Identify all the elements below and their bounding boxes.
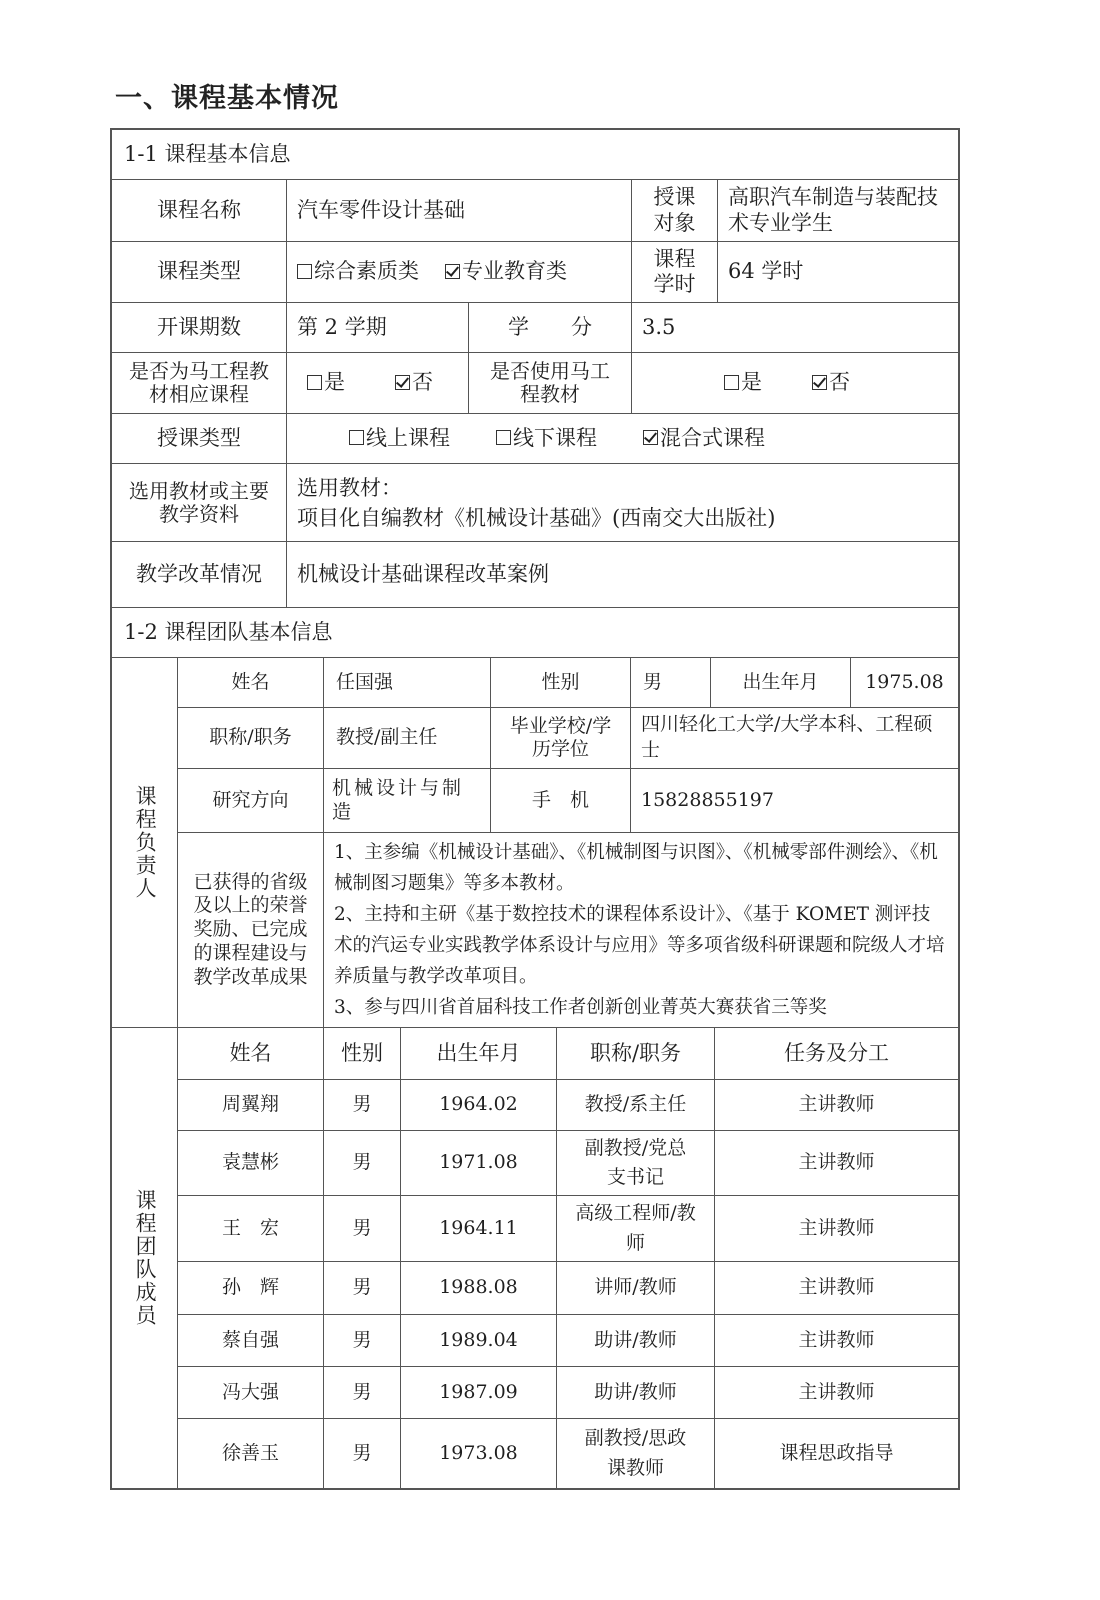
checkbox-checked-icon — [395, 375, 410, 390]
target-value: 高职汽车制造与装配技术专业学生 — [728, 185, 938, 235]
term-value: 第 2 学期 — [287, 303, 469, 352]
leader-title-row — [178, 708, 958, 769]
credit-label: 学 分 — [469, 303, 632, 352]
members-block — [112, 1028, 958, 1488]
team-info-heading: 1-2 课程团队基本信息 — [124, 619, 333, 644]
member-gender: 男 — [324, 1196, 401, 1261]
member-name: 袁慧彬 — [178, 1131, 324, 1195]
course-name-row — [112, 180, 958, 242]
leader-research: 机械设计与制造 — [324, 769, 491, 832]
textbook-line-2: 项目化自编教材《机械设计基础》(西南交大出版社) — [297, 505, 776, 530]
checkbox-checked-icon — [445, 264, 460, 279]
course-info-form — [110, 128, 960, 1490]
reform-row — [112, 542, 958, 608]
leader-phone: 15828855197 — [641, 788, 774, 811]
member-task: 主讲教师 — [798, 1216, 875, 1239]
ma-use-label: 是否使用马工程教材 — [469, 353, 632, 413]
textbook-row — [112, 464, 958, 542]
member-task: 主讲教师 — [798, 1151, 875, 1174]
checkbox-checked-icon — [812, 375, 827, 390]
checkbox-empty-icon — [724, 375, 739, 390]
option-comprehensive[interactable]: 综合素质类 — [297, 259, 419, 284]
member-name: 王 宏 — [178, 1196, 324, 1261]
ma-engineering-row — [112, 353, 958, 414]
checkbox-empty-icon — [307, 375, 322, 390]
section-title: 一、课程基本情况 — [115, 83, 339, 114]
member-birth: 1973.08 — [401, 1419, 557, 1488]
member-title: 讲师/教师 — [557, 1262, 715, 1314]
course-type-options — [287, 242, 632, 302]
member-task: 主讲教师 — [798, 1328, 875, 1351]
leader-gender-label: 性别 — [491, 658, 631, 707]
teach-type-row — [112, 414, 958, 464]
basic-info-heading: 1-1 课程基本信息 — [124, 141, 291, 166]
ma-use-options — [632, 353, 958, 413]
leader-name: 任国强 — [324, 658, 491, 707]
leader-name-row — [178, 658, 958, 708]
member-row — [178, 1131, 958, 1196]
option-offline[interactable]: 线下课程 — [496, 426, 597, 451]
member-row — [178, 1367, 958, 1419]
option-professional[interactable]: 专业教育类 — [445, 259, 567, 284]
member-row — [178, 1315, 958, 1367]
course-type-row — [112, 242, 958, 303]
hours-value: 64 学时 — [728, 259, 804, 284]
leader-research-row — [178, 769, 958, 833]
textbook-line-1: 选用教材： — [297, 475, 402, 500]
target-label: 授课对象 — [632, 180, 718, 241]
member-gender: 男 — [324, 1262, 401, 1314]
term-label: 开课期数 — [112, 303, 287, 352]
member-row — [178, 1262, 958, 1315]
hours-label: 课程学时 — [632, 242, 718, 302]
textbook-value — [287, 464, 958, 541]
header-birth: 出生年月 — [401, 1028, 557, 1079]
member-task: 课程思政指导 — [779, 1441, 894, 1464]
member-name: 周翼翔 — [178, 1080, 324, 1130]
checkbox-empty-icon — [297, 264, 312, 279]
member-gender: 男 — [324, 1080, 401, 1130]
honor-item: 2、主持和主研《基于数控技术的课程体系设计》、《基于 KOMET 测评技术的汽运专业实践教学体系设计与应用》等多项省级科研课题和院级人才培养质量与教学改革项目。 — [334, 904, 945, 987]
member-name: 孙 辉 — [178, 1262, 324, 1314]
member-task: 主讲教师 — [798, 1276, 875, 1299]
textbook-label: 选用教材或主要教学资料 — [112, 464, 287, 541]
honor-item: 3、参与四川省首届科技工作者创新创业菁英大赛获省三等奖 — [334, 997, 827, 1018]
reform-value: 机械设计基础课程改革案例 — [297, 561, 549, 586]
checkbox-checked-icon — [643, 430, 658, 445]
member-task: 主讲教师 — [798, 1380, 875, 1403]
member-title: 高级工程师/教师 — [557, 1196, 715, 1261]
header-gender: 性别 — [324, 1028, 401, 1079]
leader-birth: 1975.08 — [865, 670, 944, 693]
member-name: 徐善玉 — [178, 1419, 324, 1488]
leader-block — [112, 658, 958, 1028]
teach-type-options — [287, 414, 958, 463]
members-section-label: 课程团队成员 — [112, 1028, 178, 1488]
leader-honors-row — [178, 833, 958, 1027]
member-row — [178, 1196, 958, 1262]
header-task: 任务及分工 — [784, 1041, 889, 1066]
leader-section-label: 课程负责人 — [112, 658, 178, 1027]
reform-label: 教学改革情况 — [112, 542, 287, 607]
member-birth: 1964.11 — [401, 1196, 557, 1261]
member-gender: 男 — [324, 1315, 401, 1366]
member-name: 冯大强 — [178, 1367, 324, 1418]
member-name: 蔡自强 — [178, 1315, 324, 1366]
member-title: 助讲/教师 — [557, 1315, 715, 1366]
member-birth: 1964.02 — [401, 1080, 557, 1130]
course-name-value: 汽车零件设计基础 — [287, 180, 632, 241]
member-birth: 1971.08 — [401, 1131, 557, 1195]
member-birth: 1988.08 — [401, 1262, 557, 1314]
option-ma-course-yes[interactable]: 是 — [307, 370, 345, 395]
members-header-row — [178, 1028, 958, 1080]
leader-honors-label: 已获得的省级及以上的荣誉奖励、已完成的课程建设与教学改革成果 — [178, 833, 324, 1027]
leader-name-label: 姓名 — [178, 658, 324, 707]
honor-item: 1、主参编《机械设计基础》、《机械制图与识图》、《机械零部件测绘》、《机械制图习题集》等多本教材。 — [334, 842, 938, 894]
member-title: 副教授/党总支书记 — [557, 1131, 715, 1195]
course-type-label: 课程类型 — [112, 242, 287, 302]
leader-honors — [324, 833, 958, 1027]
leader-school-label: 毕业学校/学历学位 — [491, 708, 631, 768]
option-online[interactable]: 线上课程 — [349, 426, 450, 451]
checkbox-empty-icon — [349, 430, 364, 445]
members-table — [178, 1028, 958, 1488]
leader-details — [178, 658, 958, 1027]
member-gender: 男 — [324, 1419, 401, 1488]
member-title: 教授/系主任 — [557, 1080, 715, 1130]
leader-birth-label: 出生年月 — [711, 658, 851, 707]
member-title: 助讲/教师 — [557, 1367, 715, 1418]
leader-title: 教授/副主任 — [324, 708, 491, 768]
leader-phone-label: 手 机 — [491, 769, 631, 832]
header-title: 职称/职务 — [557, 1028, 715, 1079]
member-row — [178, 1080, 958, 1131]
checkbox-empty-icon — [496, 430, 511, 445]
option-ma-use-yes[interactable]: 是 — [724, 370, 762, 395]
member-task: 主讲教师 — [798, 1093, 875, 1116]
option-ma-course-no[interactable]: 否 — [395, 370, 433, 395]
member-birth: 1989.04 — [401, 1315, 557, 1366]
header-name: 姓名 — [178, 1028, 324, 1079]
credit-value: 3.5 — [642, 314, 676, 339]
member-row — [178, 1419, 958, 1488]
ma-course-options — [287, 353, 469, 413]
leader-research-label: 研究方向 — [178, 769, 324, 832]
member-birth: 1987.09 — [401, 1367, 557, 1418]
team-info-heading-row — [112, 608, 958, 658]
leader-school: 四川轻化工大学/大学本科、工程硕士 — [641, 713, 933, 761]
course-name-label: 课程名称 — [112, 180, 287, 241]
leader-gender: 男 — [631, 658, 711, 707]
ma-course-label: 是否为马工程教材相应课程 — [112, 353, 287, 413]
leader-title-label: 职称/职务 — [178, 708, 324, 768]
option-blended[interactable]: 混合式课程 — [643, 426, 765, 451]
basic-info-heading-row — [112, 130, 958, 180]
term-row — [112, 303, 958, 353]
member-title: 副教授/思政课教师 — [557, 1419, 715, 1488]
option-ma-use-no[interactable]: 否 — [812, 370, 850, 395]
teach-type-label: 授课类型 — [112, 414, 287, 463]
member-gender: 男 — [324, 1367, 401, 1418]
member-gender: 男 — [324, 1131, 401, 1195]
